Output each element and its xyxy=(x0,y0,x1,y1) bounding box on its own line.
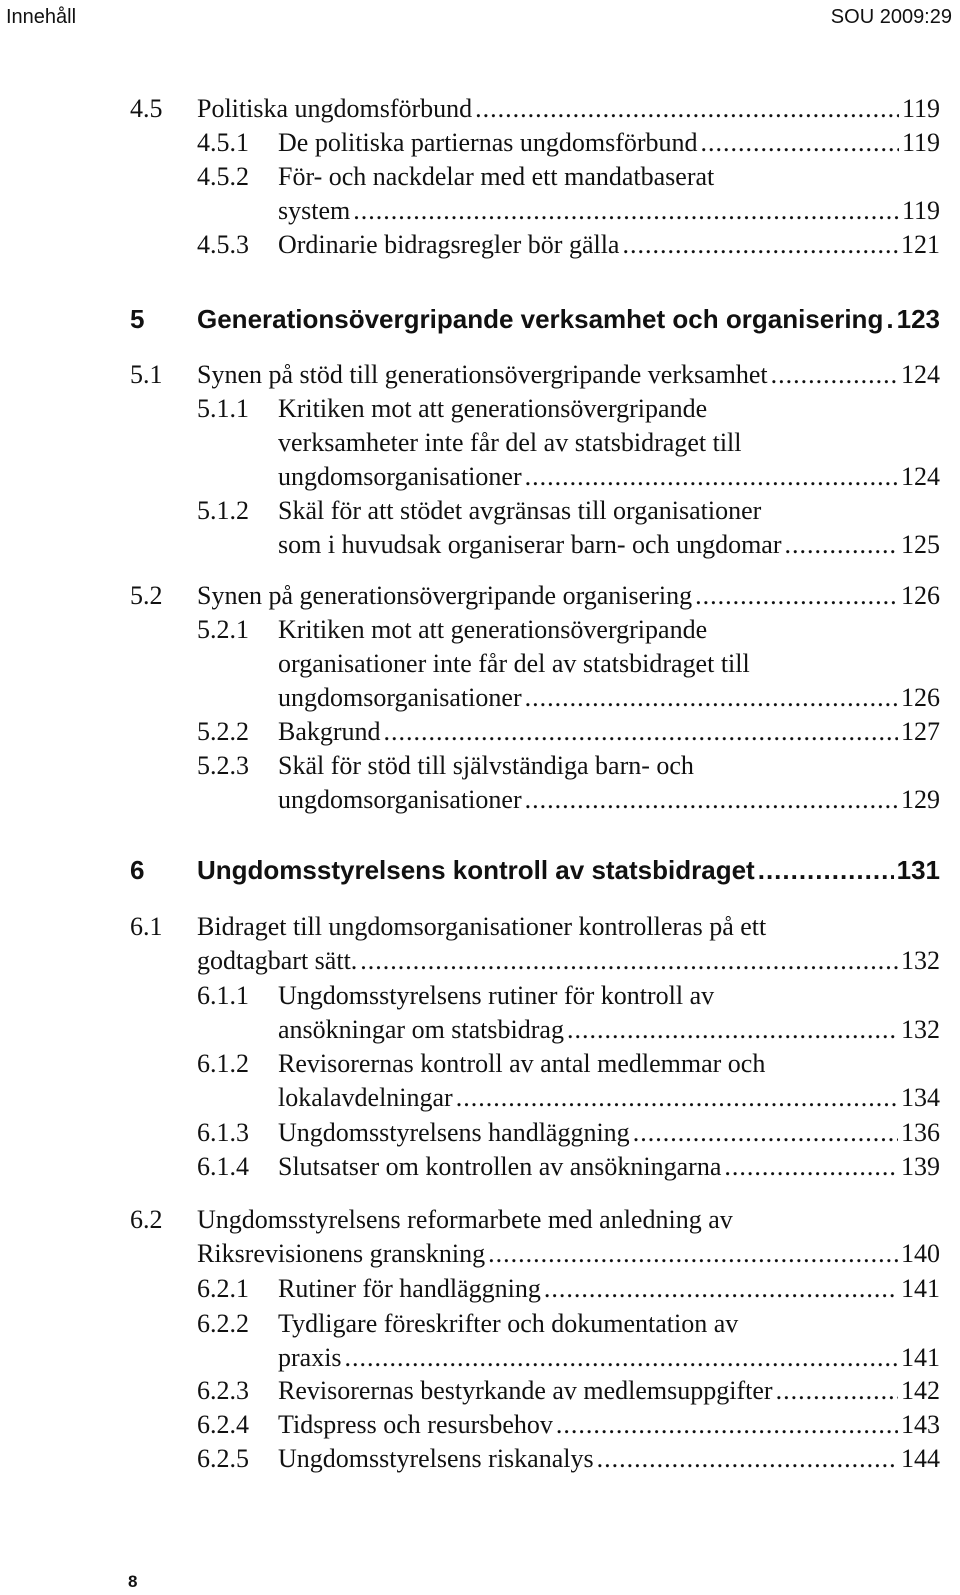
toc-dot-leader xyxy=(544,1272,898,1306)
toc-dot-leader xyxy=(695,579,898,613)
toc-entry-line xyxy=(278,1047,940,1081)
toc-entry-page: 144 xyxy=(901,1444,940,1473)
toc-entry-line xyxy=(278,1272,940,1306)
toc-entry-title: ungdomsorganisationer xyxy=(278,462,522,491)
toc-entry-page: 132 xyxy=(901,1015,940,1044)
toc-entry-page: 126 xyxy=(901,581,940,610)
toc-entry-line xyxy=(278,494,940,528)
toc-entry-page: 126 xyxy=(901,683,940,712)
toc-entry-page: 141 xyxy=(901,1343,940,1372)
toc-dot-leader xyxy=(353,194,899,228)
toc-dot-leader xyxy=(556,1408,898,1442)
running-header xyxy=(0,0,960,40)
toc-entry-title: godtagbart sätt. xyxy=(197,946,358,975)
toc-entry-title: Kritiken mot att generationsövergripande xyxy=(278,394,708,423)
toc-entry-title: organisationer inte får del av statsbidraget till xyxy=(278,649,750,678)
toc-dot-leader xyxy=(384,715,898,749)
toc-entry-title: Bakgrund xyxy=(278,717,381,746)
toc-entry-line xyxy=(278,1307,940,1341)
toc-entry-title: Tidspress och resursbehov xyxy=(278,1410,553,1439)
toc-entry-number: 6 xyxy=(130,855,145,885)
toc-entry-title: Synen på stöd till generationsövergripande verksamhet xyxy=(197,360,768,389)
toc-entry-title: ansökningar om statsbidrag xyxy=(278,1015,564,1044)
toc-entry-page: 119 xyxy=(901,94,940,123)
toc-entry-line xyxy=(278,1013,940,1047)
toc-entry-title: Skäl för att stödet avgränsas till organisationer xyxy=(278,496,762,525)
toc-dot-leader xyxy=(525,783,898,817)
toc-entry-line xyxy=(278,715,940,749)
toc-entry-title: som i huvudsak organiserar barn- och ungdomar xyxy=(278,530,782,559)
toc-entry-number: 5.2 xyxy=(130,581,163,610)
toc-entry-title: Politiska ungdomsförbund xyxy=(197,94,473,123)
toc-dot-leader xyxy=(886,302,893,336)
toc-entry-number: 6.1 xyxy=(130,912,163,941)
toc-entry-line xyxy=(197,1237,940,1271)
toc-entry-page: 127 xyxy=(901,717,940,746)
toc-entry-line xyxy=(278,1442,940,1476)
toc-entry-line xyxy=(197,302,940,336)
toc-entry-title: De politiska partiernas ungdomsförbund xyxy=(278,128,698,157)
toc-dot-leader xyxy=(488,1237,898,1271)
toc-entry-title: Synen på generationsövergripande organisering xyxy=(197,581,693,610)
toc-entry-line xyxy=(278,783,940,817)
toc-entry-page: 123 xyxy=(896,304,940,334)
toc-entry-title: Riksrevisionens granskning xyxy=(197,1239,486,1268)
toc-entry-title: Ordinarie bidragsregler bör gälla xyxy=(278,230,620,259)
toc-entry-line xyxy=(278,426,940,460)
toc-dot-leader xyxy=(475,92,899,126)
toc-entry-title: Revisorernas kontroll av antal medlemmar och xyxy=(278,1049,766,1078)
toc-entry-page: 129 xyxy=(901,785,940,814)
toc-entry-line xyxy=(278,228,940,262)
toc-entry-title: Ungdomsstyrelsens riskanalys xyxy=(278,1444,594,1473)
toc-dot-leader xyxy=(567,1013,898,1047)
toc-entry-title: ungdomsorganisationer xyxy=(278,785,522,814)
toc-entry-line xyxy=(278,160,940,194)
toc-entry-number: 6.2.1 xyxy=(197,1274,249,1303)
toc-dot-leader xyxy=(345,1341,898,1375)
toc-entry-line xyxy=(278,1341,940,1375)
toc-entry-title: lokalavdelningar xyxy=(278,1083,453,1112)
toc-entry-page: 143 xyxy=(901,1410,940,1439)
toc-entry-page: 131 xyxy=(896,855,940,885)
toc-entry-line xyxy=(197,910,940,944)
toc-entry-number: 6.2.5 xyxy=(197,1444,249,1473)
toc-entry-title: Tydligare föreskrifter och dokumentation av xyxy=(278,1309,739,1338)
toc-entry-line xyxy=(197,944,940,978)
toc-dot-leader xyxy=(525,460,898,494)
toc-entry-title: Revisorernas bestyrkande av medlemsuppgifter xyxy=(278,1376,773,1405)
toc-entry-page: 141 xyxy=(901,1274,940,1303)
toc-dot-leader xyxy=(633,1116,898,1150)
toc-entry-line xyxy=(278,749,940,783)
toc-entry-line xyxy=(278,1374,940,1408)
toc-entry-page: 136 xyxy=(901,1118,940,1147)
toc-entry-line xyxy=(278,681,940,715)
toc-entry-page: 124 xyxy=(901,462,940,491)
toc-entry-line xyxy=(278,647,940,681)
toc-dot-leader xyxy=(456,1081,898,1115)
toc-entry-line xyxy=(197,1203,940,1237)
toc-entry-number: 6.1.4 xyxy=(197,1152,249,1181)
toc-entry-page: 124 xyxy=(901,360,940,389)
toc-dot-leader xyxy=(597,1442,898,1476)
toc-entry-number: 4.5.1 xyxy=(197,128,249,157)
toc-entry-number: 4.5.2 xyxy=(197,162,249,191)
toc-entry-title: Kritiken mot att generationsövergripande xyxy=(278,615,708,644)
toc-entry-line xyxy=(278,979,940,1013)
toc-entry-number: 5 xyxy=(130,304,145,334)
toc-entry-number: 4.5 xyxy=(130,94,163,123)
toc-entry-title: Bidraget till ungdomsorganisationer kontrolleras på ett xyxy=(197,912,767,941)
toc-entry-number: 6.1.3 xyxy=(197,1118,249,1147)
toc-entry-number: 5.2.1 xyxy=(197,615,249,644)
toc-entry-title: Generationsövergripande verksamhet och organisering xyxy=(197,304,884,334)
toc-entry-title: verksamheter inte får del av statsbidraget till xyxy=(278,428,742,457)
toc-entry-line xyxy=(278,1116,940,1150)
toc-dot-leader xyxy=(776,1374,898,1408)
toc-entry-title: ungdomsorganisationer xyxy=(278,683,522,712)
toc-entry-page: 121 xyxy=(901,230,940,259)
toc-entry-line xyxy=(278,528,940,562)
toc-entry-page: 134 xyxy=(901,1083,940,1112)
toc-entry-title: Rutiner för handläggning xyxy=(278,1274,541,1303)
toc-dot-leader xyxy=(622,228,898,262)
toc-entry-title: För- och nackdelar med ett mandatbaserat xyxy=(278,162,715,191)
header-section-title: Innehåll xyxy=(6,6,77,28)
toc-entry-line xyxy=(278,613,940,647)
toc-entry-number: 5.1.2 xyxy=(197,496,249,525)
toc-entry-number: 6.1.1 xyxy=(197,981,249,1010)
toc-dot-leader xyxy=(360,944,898,978)
toc-entry-line xyxy=(278,1408,940,1442)
toc-entry-number: 6.2.4 xyxy=(197,1410,249,1439)
toc-entry-title: Ungdomsstyrelsens rutiner för kontroll av xyxy=(278,981,715,1010)
toc-entry-title: praxis xyxy=(278,1343,342,1372)
toc-dot-leader xyxy=(724,1150,898,1184)
toc-entry-number: 6.2 xyxy=(130,1205,163,1234)
toc-entry-title: system xyxy=(278,196,351,225)
toc-entry-line xyxy=(278,126,940,160)
toc-entry-line xyxy=(197,853,940,887)
toc-entry-title: Ungdomsstyrelsens handläggning xyxy=(278,1118,630,1147)
header-document-id: SOU 2009:29 xyxy=(830,6,952,28)
toc-entry-number: 6.1.2 xyxy=(197,1049,249,1078)
toc-entry-number: 4.5.3 xyxy=(197,230,249,259)
toc-entry-page: 119 xyxy=(901,128,940,157)
toc-entry-line xyxy=(197,92,940,126)
toc-entry-line xyxy=(278,460,940,494)
toc-entry-number: 5.1.1 xyxy=(197,394,249,423)
toc-dot-leader xyxy=(525,681,898,715)
page-number: 8 xyxy=(128,1572,138,1591)
toc-dot-leader xyxy=(701,126,899,160)
toc-entry-line xyxy=(197,579,940,613)
toc-entry-page: 142 xyxy=(901,1376,940,1405)
toc-dot-leader xyxy=(771,358,898,392)
toc-entry-title: Ungdomsstyrelsens kontroll av statsbidraget xyxy=(197,855,755,885)
toc-entry-number: 6.2.3 xyxy=(197,1376,249,1405)
toc-entry-number: 5.1 xyxy=(130,360,163,389)
toc-entry-title: Skäl för stöd till självständiga barn- och xyxy=(278,751,694,780)
toc-dot-leader xyxy=(758,853,894,887)
toc-entry-line xyxy=(278,392,940,426)
toc-entry-number: 5.2.2 xyxy=(197,717,249,746)
toc-entry-line xyxy=(278,1150,940,1184)
toc-entry-line xyxy=(278,1081,940,1115)
toc-entry-page: 125 xyxy=(901,530,940,559)
toc-entry-page: 132 xyxy=(901,946,940,975)
toc-entry-page: 119 xyxy=(901,196,940,225)
toc-entry-title: Ungdomsstyrelsens reformarbete med anledning av xyxy=(197,1205,733,1234)
toc-entry-line xyxy=(278,194,940,228)
toc-entry-page: 139 xyxy=(901,1152,940,1181)
toc-entry-number: 6.2.2 xyxy=(197,1309,249,1338)
toc-entry-line xyxy=(197,358,940,392)
toc-entry-page: 140 xyxy=(901,1239,940,1268)
toc-entry-number: 5.2.3 xyxy=(197,751,249,780)
toc-entry-title: Slutsatser om kontrollen av ansökningarna xyxy=(278,1152,722,1181)
toc-dot-leader xyxy=(785,528,898,562)
